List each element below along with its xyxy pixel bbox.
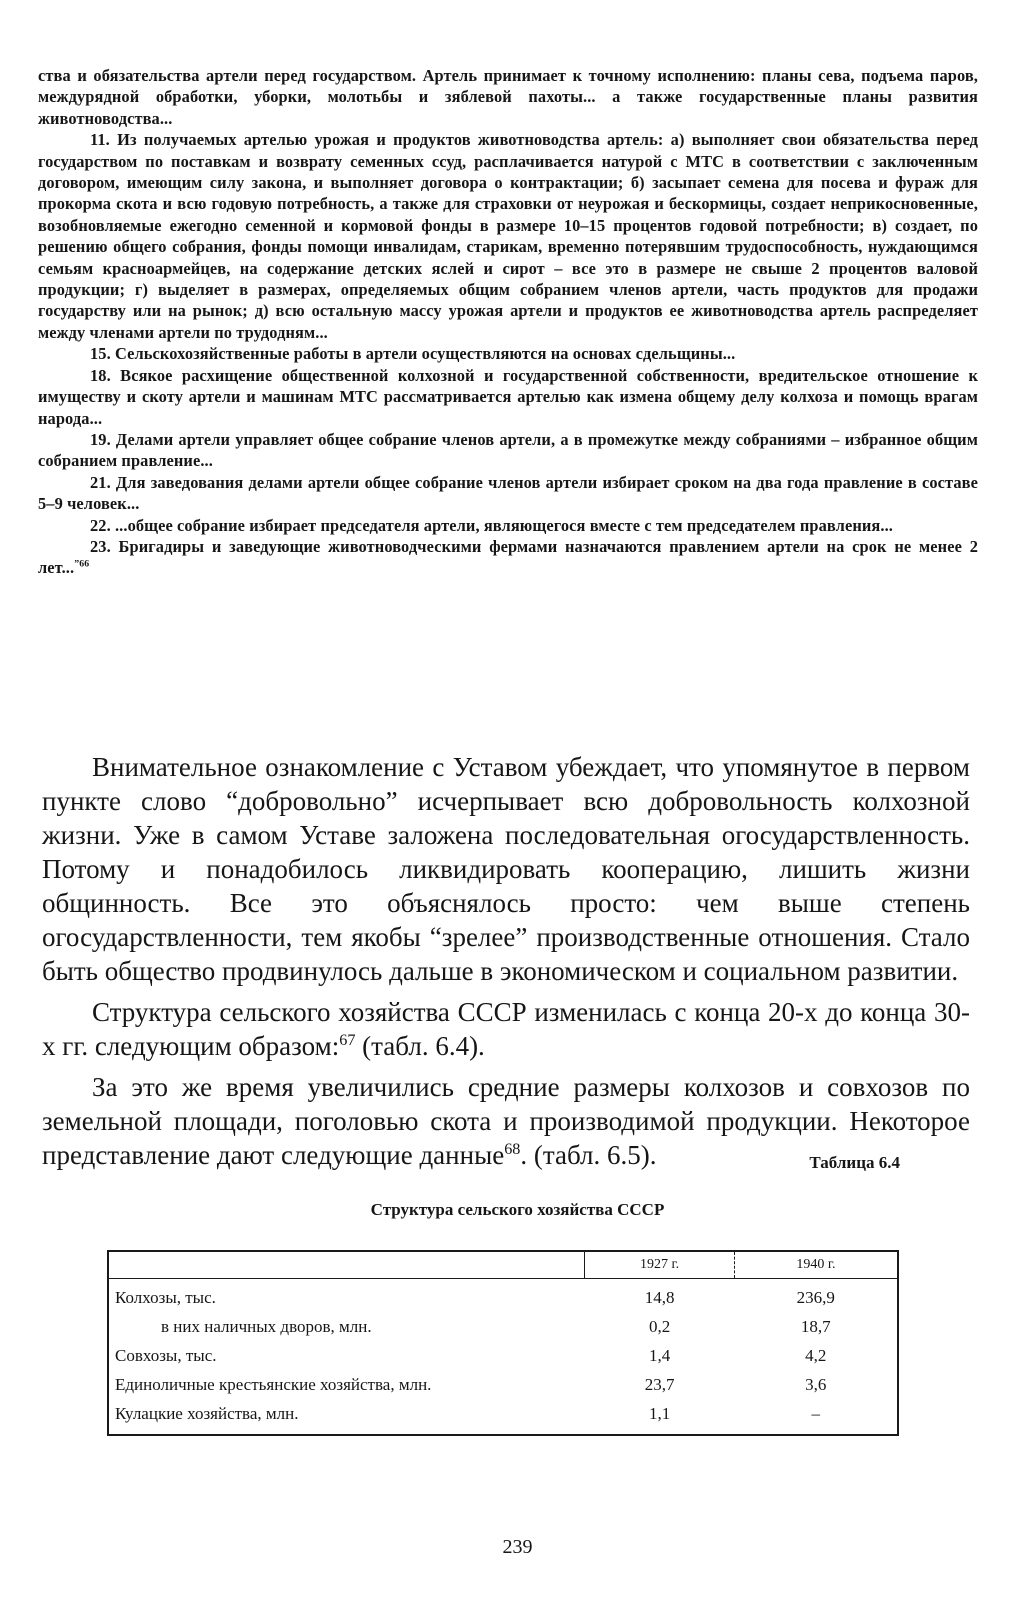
body-paragraph — [42, 995, 970, 1063]
table-caption: Таблица 6.4 — [809, 1153, 900, 1172]
table-row — [108, 1399, 898, 1435]
cell-1940: – — [811, 1403, 820, 1423]
cell-1927: 1,4 — [648, 1345, 671, 1365]
quote-paragraph: 21. Для заведования делами артели общее собрание членов артели избирает сроком на два года правление в составе 5–9 человек... — [38, 472, 978, 514]
quote-paragraph: 18. Всякое расхищение общественной колхозной и государственной собственности, вредительское отношение к имуществу и скоту артели и машинам МТС рассматривается артелью как измена общему делу колхоза и помощь врагам народа... — [38, 365, 978, 428]
quote-text: 23. Бригадиры и заведующие животноводческими фермами назначаются правлением артели на срок не менее 2 лет... — [38, 536, 978, 578]
quote-paragraph: 19. Делами артели управляет общее собрание членов артели, а в промежутке между собраниями – избранное общим собранием правление... — [38, 429, 978, 471]
row-label: Кулацкие хозяйства, млн. — [115, 1403, 299, 1423]
table-row — [108, 1370, 898, 1399]
cell-1927: 23,7 — [644, 1374, 675, 1394]
table-row — [108, 1279, 898, 1313]
row-label: Совхозы, тыс. — [115, 1345, 217, 1365]
table-row — [108, 1312, 898, 1341]
body-text: (табл. 6.4). — [355, 1031, 485, 1061]
footnote-ref: ”66 — [74, 558, 90, 570]
quote-paragraph: 11. Из получаемых артелью урожая и продуктов животноводства артель: а) выполняет свои обязательства перед государством по поставкам и возврату семенных ссуд, расплачивается натурой с МТС в соответствии с заключенным договором, имеющим силу закона, и выполняет договора о контрактации; б) засыпает семена для посева и фураж для прокорма скота и всю годовую потребность, а также для страховки от неурожая и бескормицы, создает неприкосновенные, возобновляемые ежегодно семенной и кормовой фонды в размере 10–15 процентов годовой потребности; в) создает, по решению общего собрания, фонды помощи инвалидам, старикам, временно потерявшим трудоспособность, нуждающимся семьям красноармейцев, на содержание детских яслей и сирот – все это в размере не свыше 2 процентов валовой продукции; г) выделяет в размерах, определяемых общим собранием членов артели, часть продуктов для продажи государству или на рынок; д) всю остальную массу урожая артели и продуктов ее животноводства артель распределяет между членами артели по трудодням... — [38, 130, 978, 342]
table-row — [108, 1341, 898, 1370]
footnote-ref: 67 — [339, 1031, 356, 1049]
cell-1940: 4,2 — [805, 1345, 827, 1365]
body-text: За это же время увеличились средние размеры колхозов и совхозов по земельной площади, поголовью скота и производимой продукции. Некоторое представление дают следующие данные — [42, 1072, 970, 1170]
page-number: 239 — [502, 1536, 533, 1558]
table-header-row — [108, 1251, 898, 1279]
quote-paragraph: 22. ...общее собрание избирает председателя артели, являющегося вместе с тем председателем правления... — [90, 515, 893, 535]
cell-1940: 18,7 — [800, 1316, 831, 1336]
table-title: Структура сельского хозяйства СССР — [370, 1200, 665, 1219]
cell-1940: 3,6 — [805, 1374, 827, 1394]
cell-1927: 0,2 — [648, 1316, 671, 1336]
footnote-ref: 68 — [504, 1140, 521, 1158]
cell-1940: 236,9 — [796, 1287, 835, 1307]
table-header-cell: 1940 г. — [734, 1251, 898, 1279]
row-label: Колхозы, тыс. — [115, 1287, 216, 1307]
quote-paragraph: 15. Сельскохозяйственные работы в артели осуществляются на основах сдельщины... — [90, 344, 736, 364]
row-label: Единоличные крестьянские хозяйства, млн. — [115, 1374, 432, 1394]
charter-quote — [38, 65, 978, 579]
row-label: в них наличных дворов, млн. — [161, 1316, 372, 1336]
body-paragraph: Внимательное ознакомление с Уставом убеждает, что упомянутое в первом пункте слово “добровольно” исчерпывает всю добровольность колхозной жизни. Уже в самом Уставе заложена последовательная огосударствленность. Потому и понадобилось ликвидировать кооперацию, лишить жизни общинность. Все это объяснялось просто: чем выше степень огосударствленности, тем якобы “зрелее” производственные отношения. Стало быть общество продвинулось дальше в экономическом и социальном развитии. — [42, 752, 970, 986]
quote-paragraph: ства и обязательства артели перед государством. Артель принимает к точному исполнению: планы сева, подъема паров, междурядной обработки, уборки, молотьбы и зяблевой пахоты... а также государственные планы развития животноводства... — [38, 66, 978, 128]
cell-1927: 1,1 — [648, 1403, 671, 1423]
body-text: . (табл. 6.5). — [520, 1140, 657, 1170]
cell-1927: 14,8 — [644, 1287, 675, 1307]
table-header-cell: 1927 г. — [585, 1251, 735, 1279]
data-table — [107, 1250, 899, 1436]
main-text — [42, 750, 970, 1179]
quote-paragraph — [38, 536, 978, 579]
body-text: Структура сельского хозяйства СССР изменилась с конца 20-х до конца 30-х гг. следующим образом: — [42, 997, 970, 1061]
table-header-cell — [108, 1251, 585, 1279]
